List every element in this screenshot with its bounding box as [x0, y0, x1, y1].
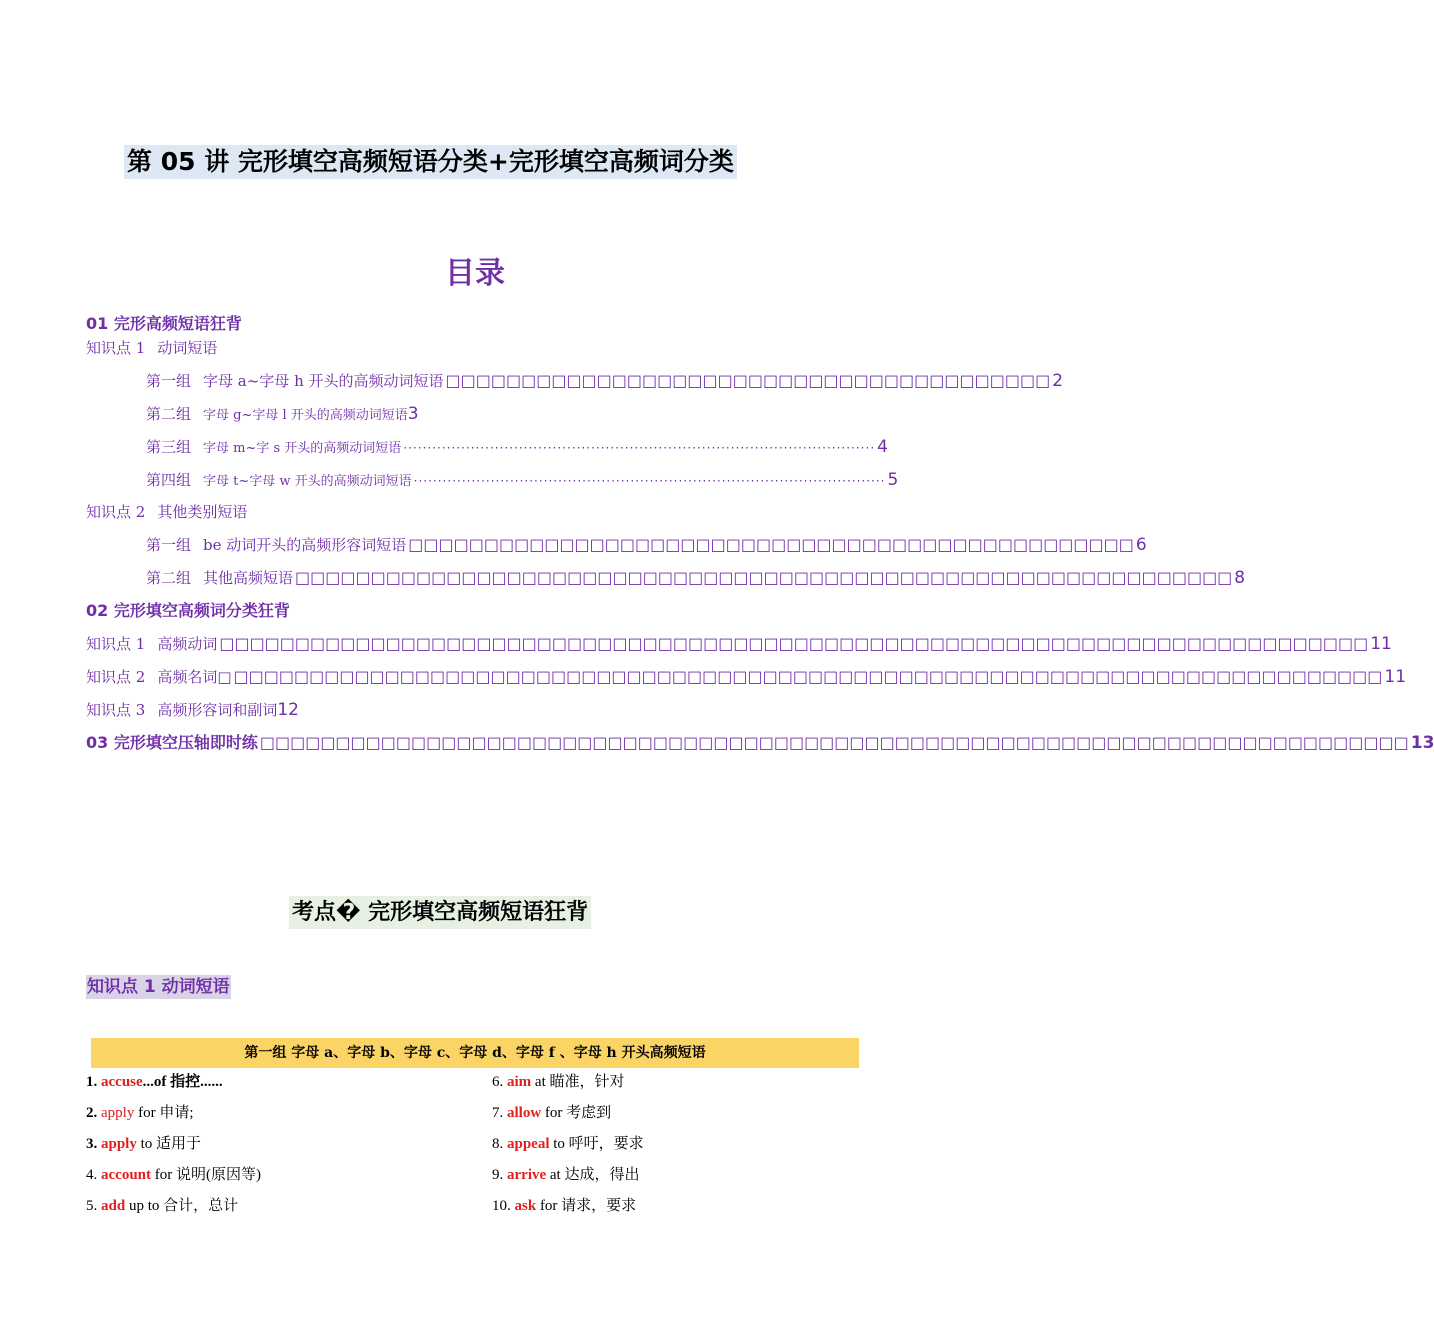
vocab-item	[492, 1071, 625, 1093]
vocab-item	[492, 1102, 611, 1124]
vocab-meaning: up to 合计，总计	[125, 1198, 239, 1214]
toc-entry-text: 其他高频短语	[203, 569, 294, 587]
vocab-number: 6.	[492, 1074, 504, 1090]
toc-entry[interactable]	[86, 632, 1392, 656]
toc-entry[interactable]	[86, 665, 1407, 689]
vocab-meaning: at 瞄准，针对	[531, 1074, 625, 1090]
toc-page-number: 12	[277, 700, 299, 720]
toc-entry[interactable]	[146, 566, 1246, 590]
vocab-item	[86, 1133, 201, 1155]
vocab-item	[492, 1133, 644, 1155]
toc-page-number: 11	[1384, 667, 1407, 687]
vocab-keyword: apply	[101, 1105, 135, 1121]
toc-entry-label: 第三组	[146, 438, 192, 456]
toc-entry-text: 字母 a~字母 h 开头的高频动词短语	[203, 372, 444, 390]
vocab-number: 7.	[492, 1105, 504, 1121]
vocab-keyword: appeal	[507, 1136, 550, 1152]
toc-entry-label: 第二组	[146, 405, 192, 423]
vocab-item	[86, 1195, 238, 1217]
toc-entry[interactable]	[86, 599, 290, 623]
vocab-keyword: account	[101, 1167, 151, 1183]
toc-page-number: 11	[1370, 634, 1392, 654]
toc-entry[interactable]	[86, 698, 299, 722]
toc-page-number: 2	[1052, 371, 1064, 391]
vocab-meaning: to 适用于	[136, 1136, 202, 1152]
toc-entry[interactable]	[146, 369, 1064, 393]
toc-leader: □□□□□□□□□□□□□□□□□□□□□□□□□□□□□□□□□□□□□□□□□□□□□□□□□□□□□□□□□□□□□□□□□□□□□□□□□□□□	[219, 634, 1369, 653]
vocab-number: 3.	[86, 1136, 98, 1152]
vocab-number: 8.	[492, 1136, 504, 1152]
toc-entry[interactable]	[86, 731, 1434, 755]
toc-entry-label: 03 完形填空压轴即时练	[86, 733, 258, 752]
toc-heading: 目录	[445, 256, 505, 291]
vocab-item	[86, 1102, 194, 1124]
vocab-meaning: at 达成，得出	[546, 1167, 640, 1183]
toc-entry-label: 知识点 2	[86, 503, 146, 521]
toc-entry-text: 高频形容词和副词	[157, 701, 278, 719]
toc-leader: ··································································································	[413, 474, 886, 488]
toc-page-number: 5	[887, 470, 899, 490]
vocab-number: 1.	[86, 1074, 98, 1090]
toc-entry-text: be 动词开头的高频形容词短语	[203, 536, 407, 554]
toc-entry-text: 动词短语	[157, 339, 218, 357]
vocab-keyword: add	[101, 1198, 126, 1214]
group-header-bar: 第一组 字母 a、字母 b、字母 c、字母 d、字母 f 、字母 h 开头高频短语	[91, 1038, 859, 1068]
toc-leader: ··································································································	[403, 441, 876, 455]
vocab-number: 4.	[86, 1167, 98, 1183]
toc-leader: □□□□□□□□□□□□□□□□□□□□□□□□□□□□□□□□□□□□□□□□□□□□□□□□□□□□□□□□□□□□□□□□□□□□□□□□□□□□	[233, 667, 1383, 686]
vocab-keyword: arrive	[507, 1167, 547, 1183]
toc-leader: □□□□□□□□□□□□□□□□□□□□□□□□□□□□□□□□□□□□□□□□	[445, 371, 1051, 390]
vocab-meaning: for 申请;	[134, 1105, 194, 1121]
toc-entry[interactable]	[86, 336, 217, 360]
toc-page-number: 8	[1234, 568, 1246, 588]
vocab-keyword: accuse	[101, 1074, 143, 1090]
toc-page-number: 4	[877, 437, 888, 457]
vocab-meaning: ...of 指控......	[142, 1074, 223, 1090]
toc-entry-label: 知识点 1	[86, 339, 146, 357]
vocab-item	[86, 1071, 223, 1093]
toc-entry-text: 高频动词	[157, 635, 218, 653]
vocab-keyword: apply	[101, 1136, 137, 1152]
toc-entry-label: 知识点 1	[86, 635, 146, 653]
vocab-meaning: for 说明(原因等)	[151, 1167, 261, 1183]
toc-entry[interactable]	[146, 533, 1147, 557]
section-title: 考点� 完形填空高频短语狂背	[289, 896, 591, 929]
toc-entry-label: 02 完形填空高频词分类狂背	[86, 601, 290, 620]
toc-entry-text: 其他类别短语	[157, 503, 248, 521]
toc-page-number: 13	[1410, 733, 1434, 753]
toc-entry-label: 第一组	[146, 536, 192, 554]
toc-entry[interactable]	[146, 402, 419, 426]
vocab-item	[86, 1164, 261, 1186]
toc-entry-label: 第四组	[146, 471, 192, 489]
vocab-keyword: aim	[507, 1074, 532, 1090]
toc-entry-text: 字母 g~字母 l 开头的高频动词短语	[203, 408, 408, 423]
vocab-item	[492, 1195, 636, 1217]
toc-page-number: 6	[1135, 535, 1147, 555]
toc-entry[interactable]	[86, 500, 247, 524]
toc-entry-label: 知识点 2	[86, 668, 146, 686]
toc-leader: □□□□□□□□□□□□□□□□□□□□□□□□□□□□□□□□□□□□□□□□□□□□□□□□□□□□□□□□□□□□□□□□□□□□□□□□□□□□	[259, 733, 1409, 752]
vocab-item	[492, 1164, 639, 1186]
toc-entry-label: 第一组	[146, 372, 192, 390]
toc-entry-label: 第二组	[146, 569, 192, 587]
toc-entry-text: 字母 m~字 s 开头的高频动词短语	[203, 441, 402, 456]
toc-page-number: 3	[407, 404, 419, 424]
toc-entry-label: 01 完形高频短语狂背	[86, 314, 242, 333]
vocab-number: 10.	[492, 1198, 511, 1214]
vocab-number: 5.	[86, 1198, 98, 1214]
vocab-keyword: ask	[514, 1198, 537, 1214]
toc-entry-label: 知识点 3	[86, 701, 146, 719]
vocab-number: 2.	[86, 1105, 98, 1121]
vocab-meaning: for 考虑到	[541, 1105, 612, 1121]
document-title: 第 05 讲 完形填空高频短语分类+完形填空高频词分类	[124, 145, 737, 179]
toc-leader: □□□□□□□□□□□□□□□□□□□□□□□□□□□□□□□□□□□□□□□□□□□□□□□□	[408, 535, 1134, 554]
vocab-number: 9.	[492, 1167, 504, 1183]
toc-leader: □□□□□□□□□□□□□□□□□□□□□□□□□□□□□□□□□□□□□□□□□□□□□□□□□□□□□□□□□□□□□□	[295, 568, 1233, 587]
toc-entry[interactable]	[146, 468, 899, 492]
vocab-meaning: to 呼吁，要求	[549, 1136, 644, 1152]
toc-entry-text: 高频名词□	[157, 668, 232, 686]
vocab-keyword: allow	[507, 1105, 542, 1121]
toc-entry[interactable]	[86, 312, 242, 336]
toc-entry-text: 字母 t~字母 w 开头的高频动词短语	[203, 474, 412, 489]
knowledge-point-title: 知识点 1 动词短语	[87, 977, 230, 997]
toc-entry[interactable]	[146, 435, 888, 459]
vocab-meaning: for 请求，要求	[536, 1198, 637, 1214]
